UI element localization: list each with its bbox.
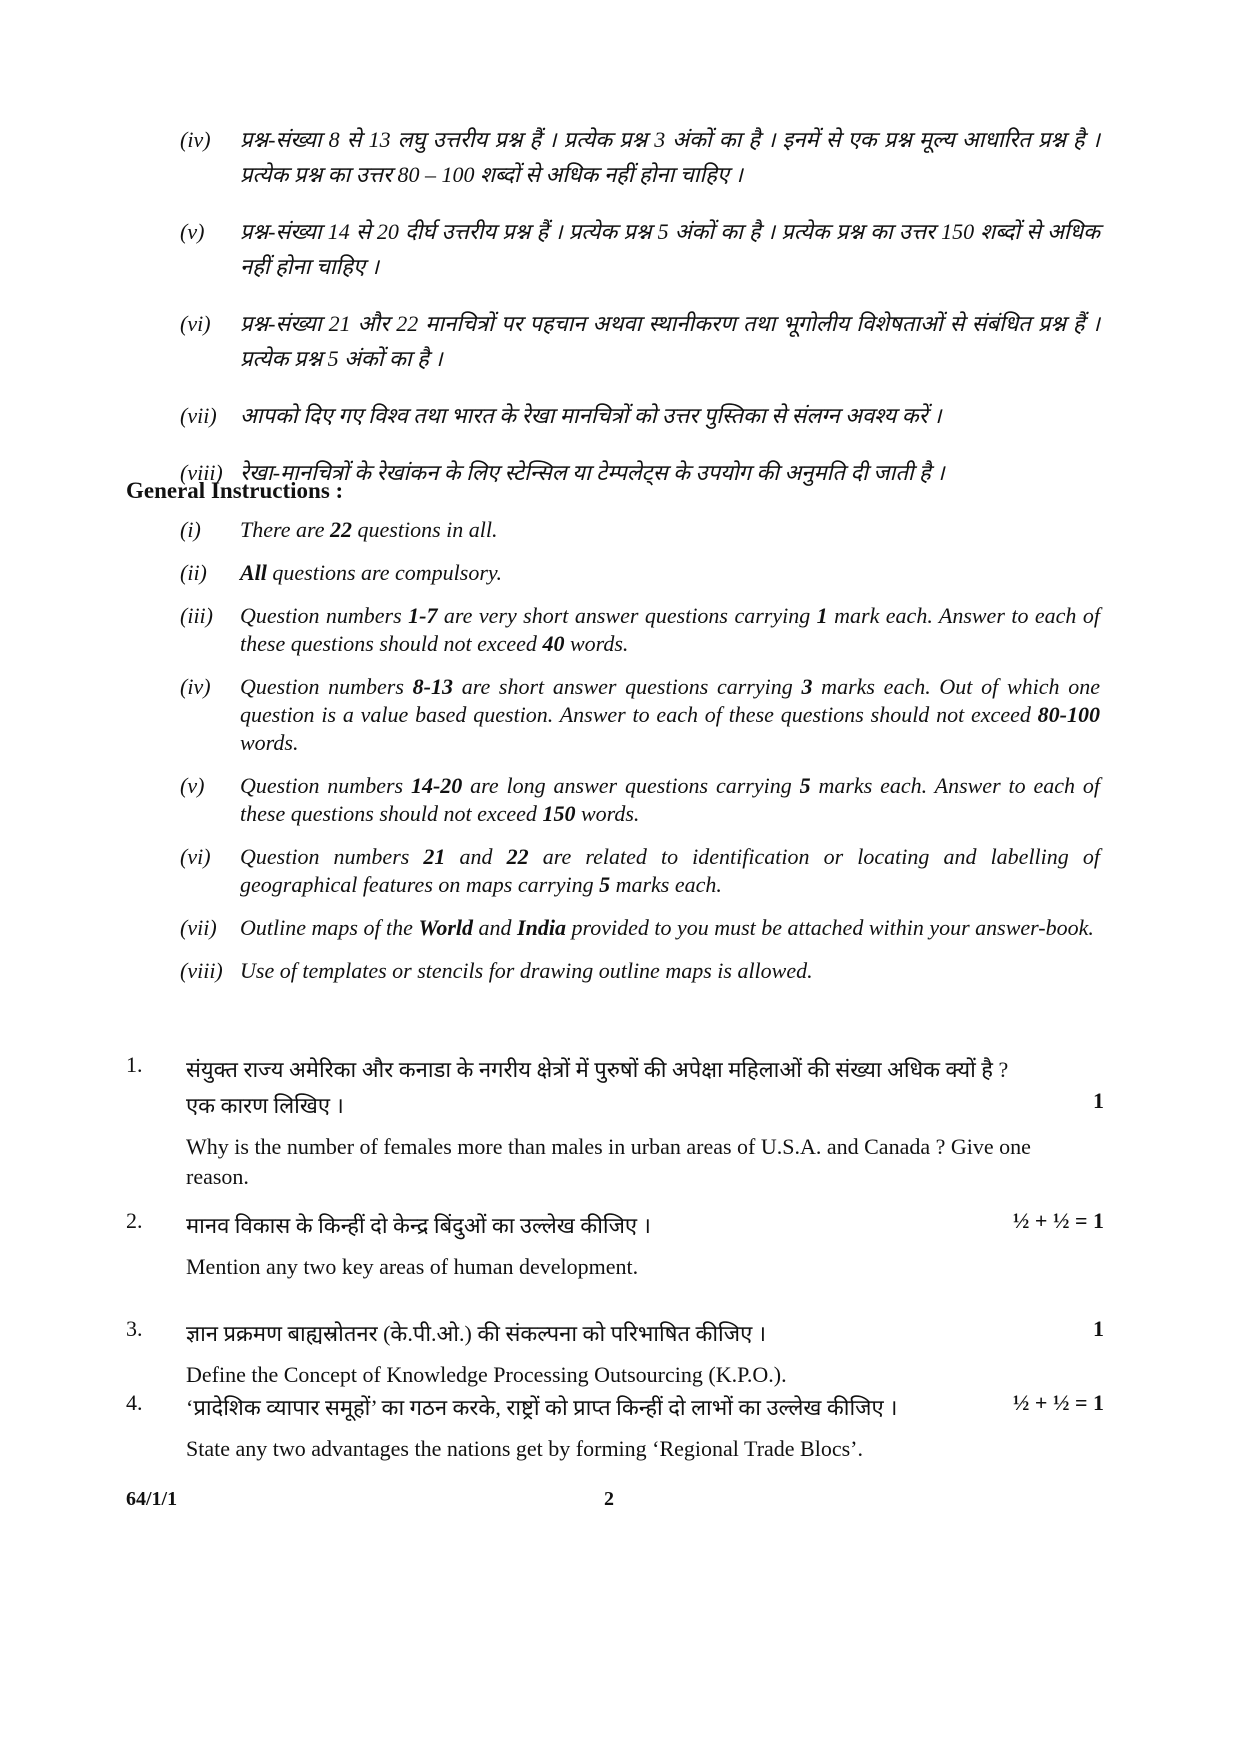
instruction-text: Question numbers 8-13 are short answer questions carrying 3 marks each. Out of which one question is a value based question. Answer to each of these questions should not exceed 80-100 words.: [240, 674, 1101, 755]
instruction-emphasis: 3: [801, 674, 813, 699]
instruction-number: (vii): [180, 915, 217, 940]
general-instruction-item: [180, 602, 1100, 658]
instruction-emphasis: 1-7: [408, 603, 438, 628]
question-number: 2.: [126, 1208, 143, 1233]
instruction-emphasis: World: [418, 915, 474, 940]
instruction-emphasis: All: [240, 560, 267, 585]
hindi-instruction-item: (vii) आपको दिए गए विश्व तथा भारत के रेखा मानचित्रों को उत्तर पुस्तिका से संलग्न अवश्य करें ।: [180, 403, 942, 428]
question-marks: ½ + ½ = 1: [1012, 1208, 1104, 1233]
question-text-hindi: मानव विकास के किन्हीं दो केन्द्र बिंदुओं का उल्लेख कीजिए ।: [186, 1213, 651, 1238]
instruction-number: (iii): [180, 603, 213, 628]
question-text-english: Why is the number of females more than males in urban areas of U.S.A. and Canada ? Give one reason.: [186, 1134, 1031, 1189]
instruction-emphasis: 5: [799, 773, 811, 798]
question-number: 1.: [126, 1052, 143, 1077]
instruction-text: All questions are compulsory.: [240, 560, 502, 585]
question-text-hindi: ‘प्रादेशिक व्यापार समूहों’ का गठन करके, राष्ट्रों को प्राप्त किन्हीं दो लाभों का उल्लेख कीजिए ।: [186, 1395, 898, 1420]
instruction-emphasis: 40: [542, 631, 565, 656]
instruction-emphasis: 1: [816, 603, 828, 628]
general-instruction-item: [180, 843, 1100, 899]
general-instructions-list: [180, 516, 1100, 1000]
instruction-number: (ii): [180, 560, 207, 585]
question-number: 4.: [126, 1390, 143, 1415]
question-text-english: Define the Concept of Knowledge Processing Outsourcing (K.P.O.).: [186, 1362, 787, 1387]
instruction-emphasis: 80-100: [1037, 702, 1100, 727]
hindi-instruction-item: (vi) प्रश्न-संख्या 21 और 22 मानचित्रों पर पहचान अथवा स्थानीकरण तथा भूगोलीय विशेषताओं से संबंधित प्रश्न हैं । प्रत्येक प्रश्न 5 अंकों का है ।: [180, 311, 1100, 371]
instruction-emphasis: 22: [506, 844, 529, 869]
instruction-number: (i): [180, 517, 201, 542]
instruction-emphasis: 5: [599, 872, 611, 897]
question-number: 3.: [126, 1316, 143, 1341]
question-marks: 1: [1093, 1088, 1104, 1113]
hindi-instruction-item: (v) प्रश्न-संख्या 14 से 20 दीर्घ उत्तरीय प्रश्न हैं । प्रत्येक प्रश्न 5 अंकों का है । प्रत्येक प्रश्न का उत्तर 150 शब्दों से अधिक नहीं होना चाहिए ।: [180, 219, 1100, 279]
question-text-english: Mention any two key areas of human development.: [186, 1254, 639, 1279]
general-instruction-item: [180, 516, 1100, 544]
instruction-emphasis: 8-13: [412, 674, 453, 699]
hindi-instruction-item: (viii) रेखा-मानचित्रों के रेखांकन के लिए स्टेन्सिल या टेम्पलेट्स के उपयोग की अनुमति दी जाती है ।: [180, 460, 945, 485]
page-number: 2: [604, 1488, 614, 1510]
instruction-number: (viii): [180, 958, 223, 983]
general-instruction-item: [180, 957, 1100, 985]
general-instruction-item: [180, 559, 1100, 587]
question-text-hindi: ज्ञान प्रक्रमण बाह्यस्रोतनर (के.पी.ओ.) की संकल्पना को परिभाषित कीजिए ।: [186, 1321, 767, 1346]
general-instructions-heading: General Instructions :: [126, 478, 344, 503]
general-instruction-item: [180, 772, 1100, 828]
instruction-text: Outline maps of the World and India provided to you must be attached within your answer-book.: [240, 915, 1094, 940]
question-text-english: State any two advantages the nations get by forming ‘Regional Trade Blocs’.: [186, 1436, 863, 1461]
question-marks: ½ + ½ = 1: [1012, 1390, 1104, 1415]
instruction-emphasis: 22: [330, 517, 353, 542]
instruction-text: There are 22 questions in all.: [240, 517, 498, 542]
instruction-text: Use of templates or stencils for drawing outline maps is allowed.: [240, 958, 813, 983]
hindi-instructions: [180, 122, 1100, 512]
instruction-number: (iv): [180, 674, 211, 699]
instruction-emphasis: 21: [423, 844, 446, 869]
question-marks: 1: [1093, 1316, 1104, 1341]
instruction-emphasis: India: [517, 915, 566, 940]
paper-code: 64/1/1: [126, 1488, 178, 1510]
instruction-number: (vi): [180, 844, 211, 869]
instruction-number: (v): [180, 773, 205, 798]
instruction-text: Question numbers 1-7 are very short answer questions carrying 1 mark each. Answer to each of these questions should not exceed 40 words.: [240, 603, 1100, 656]
instruction-text: Question numbers 14-20 are long answer questions carrying 5 marks each. Answer to each of these questions should not exceed 150 words.: [240, 773, 1101, 826]
general-instruction-item: [180, 673, 1100, 757]
instruction-emphasis: 150: [542, 801, 576, 826]
general-instruction-item: [180, 914, 1100, 942]
instruction-text: Question numbers 21 and 22 are related to identification or locating and labelling of geographical features on maps carrying 5 marks each.: [240, 844, 1100, 897]
question-text-hindi: संयुक्त राज्य अमेरिका और कनाडा के नगरीय क्षेत्रों में पुरुषों की अपेक्षा महिलाओं की संख्या अधिक क्यों है ? एक कारण लिखिए ।: [186, 1057, 1009, 1118]
hindi-instruction-item: (iv) प्रश्न-संख्या 8 से 13 लघु उत्तरीय प्रश्न हैं । प्रत्येक प्रश्न 3 अंकों का है । इनमें से एक प्रश्न मूल्य आधारित प्रश्न है । प्रत्येक प्रश्न का उत्तर 80 – 100 शब्दों से अधिक नहीं होना चाहिए ।: [180, 127, 1100, 187]
instruction-emphasis: 14-20: [410, 773, 463, 798]
